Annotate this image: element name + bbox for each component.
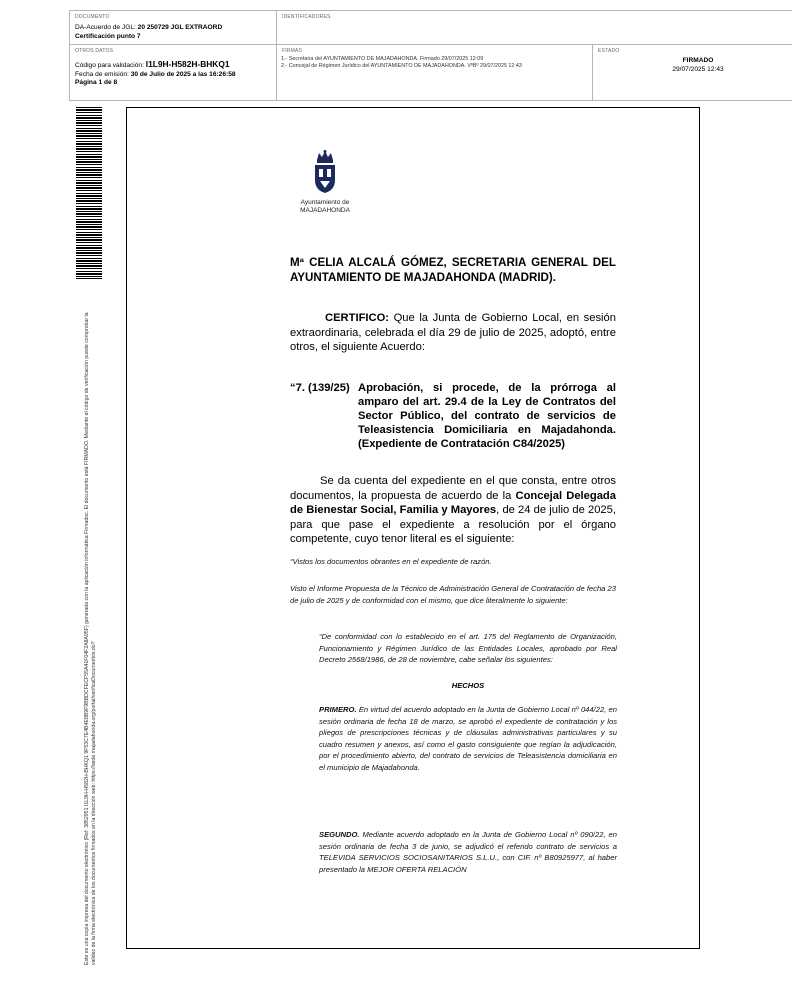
segundo-label: SEGUNDO. — [319, 830, 360, 839]
identificadores-label: IDENTIFICADORES — [282, 14, 331, 20]
vistos-paragraph: “Vistos los documentos obrantes en el expediente de razón. — [290, 557, 492, 566]
agenda-item-number: “7. (139/25) — [290, 382, 350, 394]
coat-of-arms-icon — [310, 150, 340, 194]
hechos-heading: HECHOS — [451, 681, 485, 690]
barcode-image — [76, 107, 102, 279]
documento-subtitle: Certificación punto 7 — [75, 33, 141, 40]
documento-value — [75, 23, 222, 41]
fecha-prefix: Fecha de emisión: — [75, 70, 131, 78]
document-page — [126, 107, 700, 949]
estado-fecha: 29/07/2025 12:43 — [672, 66, 724, 73]
documento-label: DOCUMENTO — [75, 14, 110, 20]
certifico-label: CERTIFICO: — [325, 312, 390, 324]
expediente-text-pre: Se da cuenta del expediente en el que consta, entre otros documentos, la propuesta de acuerdo de la — [290, 475, 616, 502]
header-row-document — [69, 10, 792, 45]
concejal-name: Concejal Delegada de Bienestar Social, Familia y Mayores — [290, 489, 616, 516]
documento-id: 20 250729 JGL EXTRAORD — [137, 24, 223, 31]
firma-item: 2.- Concejal de Régimen Jurídico del AYUNTAMIENTO DE MAJADAHONDA. VºBº 29/07/2025 12:43 — [281, 63, 522, 70]
otros-datos-label: OTROS DATOS — [75, 48, 114, 54]
certifico-text: Que la Junta de Gobierno Local, en sesión extraordinaria, celebrada el día 29 de julio de 2025, adoptó, entre otros, el siguiente Acuerdo: — [290, 312, 616, 353]
documento-cell — [70, 11, 276, 44]
estado-cell — [592, 45, 792, 100]
header-row-details — [69, 45, 792, 101]
codigo-prefix: Código para validación: — [75, 62, 146, 69]
estado-block — [593, 56, 792, 74]
agenda-item-title: Aprobación, si procede, de la prórroga al amparo del art. 29.4 de la Ley de Contratos del Sector Público, del contrato de servicios de Teleasistencia Domiciliaria en Majadahonda. (Expediente de Contratación C84/2025) — [358, 382, 616, 450]
otros-datos-values — [75, 60, 236, 88]
estado-label: ESTADO — [598, 48, 620, 54]
municipal-logo — [290, 150, 360, 214]
firmas-cell — [276, 45, 592, 100]
documento-prefix: DA-Acuerdo de JGL: — [75, 24, 138, 31]
fecha-emision: 30 de Julio de 2025 a las 16:26:58 — [130, 70, 236, 78]
firmas-label: FIRMAS — [282, 48, 303, 54]
logo-line2: MAJADAHONDA — [300, 206, 350, 214]
otros-datos-cell — [70, 45, 276, 100]
primero-label: PRIMERO. — [319, 705, 357, 714]
informe-paragraph: Visto el Informe Propuesta de la Técnico de Administración General de Contratación de fecha 23 de julio de 2025 y de conformidad con el mismo, que dice literalmente lo siguiente: — [290, 584, 616, 605]
identificadores-cell — [276, 11, 792, 44]
segundo-paragraph — [319, 829, 617, 875]
quote-intro: “De conformidad con lo establecido en el art. 175 del Reglamento de Organización, Funcionamiento y Régimen Jurídico de las Entidades Locales, aprobado por Real Decreto 2568/1986, de 28 de noviembre, cabe señalar los siguientes: — [319, 632, 617, 665]
estado-value: FIRMADO — [682, 57, 714, 64]
expediente-paragraph — [290, 474, 616, 547]
codigo-validacion[interactable]: I1L9H-H582H-BHKQ1 — [145, 59, 230, 69]
logo-line1: Ayuntamiento de — [300, 199, 350, 206]
primero-text: En virtud del acuerdo adoptado en la Junta de Gobierno Local nº 044/22, en sesión ordinaria de fecha 18 de marzo, se aprobó el expediente de contratación y los pliegos de prescripciones técnicas y de cláusulas administrativas particulares y su cuadro resumen y anexos, así como el gasto consiguiente que regían la adjudicación, por el procedimiento abierto, del contrato de servicios de Teleasistencia domiciliaria en el municipio de Majadahonda. — [319, 705, 617, 772]
firma-item: 1.- Secretaria del AYUNTAMIENTO DE MAJADAHONDA. Firmado 29/07/2025 12:09 — [281, 56, 484, 62]
pagina-indicator: Página 1 de 8 — [75, 79, 118, 87]
segundo-text: Mediante acuerdo adoptado en la Junta de Gobierno Local nº 090/22, en sesión ordinaria de fecha 3 de junio, se adjudicó el referido contrato de servicios a TELEVIDA SERVICIOS SOCIOSANITARIOS S.L.U., con CIF. nº B80925977, al haber presentado la MEJOR OFERTA RELACIÓN — [319, 830, 617, 874]
certifico-paragraph — [290, 311, 616, 355]
expediente-text-post: , de 24 de julio de 2025, para que pase el expediente a resolución por el órgano competente, cuyo tenor literal es el siguiente: — [290, 504, 616, 545]
certifier-heading: Mª CELIA ALCALÁ GÓMEZ, SECRETARIA GENERAL DEL AYUNTAMIENTO DE MAJADAHONDA (MADRID). — [290, 256, 616, 284]
verification-side-text: Este es una copia impresa del documento electrónico (Ref: 3852951 I1L9H-H582H-BHKQ1 9F53C7E4B4E8B9F9BBDCFECF55A41F04F2A8A95F) generada con la aplicación informática Firmadoc. El documento está FIRMADO. Mediante el código de verificación puede comprobar la validez de la firma electrónica de los documentos firmados en la dirección web: https://sede.majadahonda.org/portal/verificaDocumentos.do? — [84, 312, 97, 965]
primero-paragraph — [319, 704, 617, 774]
firmas-list — [281, 56, 522, 70]
